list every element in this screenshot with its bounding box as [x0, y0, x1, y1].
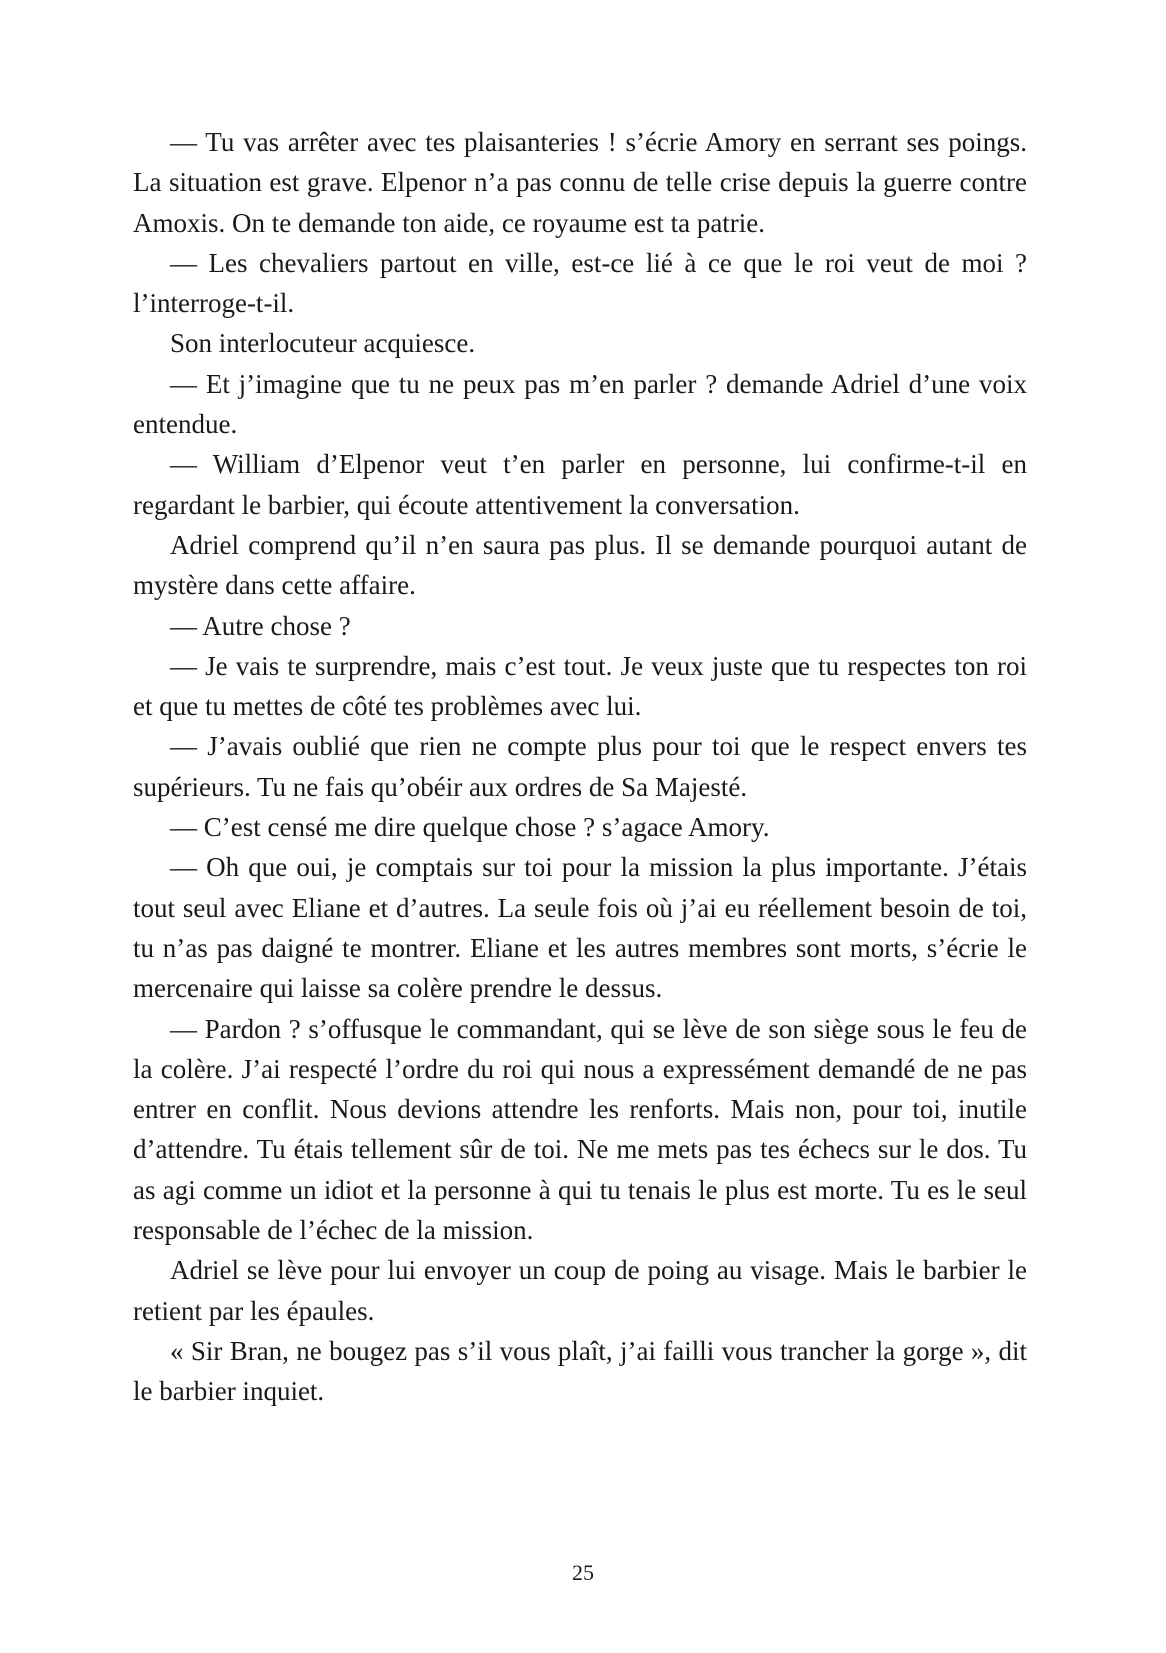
paragraph: — C’est censé me dire quelque chose ? s’agace Amory.	[170, 812, 770, 843]
paragraph: — Pardon ? s’offusque le commandant, qui se lève de son siège sous le feu de la colère. J’ai respecté l’ordre du roi qui nous a expressément demandé de ne pas entrer en conflit. Nous devions attendre les renforts. Mais non, pour toi, inutile d’attendre. Tu étais tellement sûr de toi. Ne me mets pas tes échecs sur le dos. Tu as agi comme un idiot et la personne à qui tu tenais le plus est morte. Tu es le seul responsable de l’échec de la mission.	[133, 1013, 1027, 1246]
paragraph: — Et j’imagine que tu ne peux pas m’en parler ? demande Adriel d’une voix entendue.	[133, 368, 1027, 440]
paragraph: — Oh que oui, je comptais sur toi pour la mission la plus importante. J’étais tout seul avec Eliane et d’autres. La seule fois où j’ai eu réellement besoin de toi, tu n’as pas daigné te montrer. Eliane et les autres membres sont morts, s’écrie le mercenaire qui laisse sa colère prendre le dessus.	[133, 852, 1027, 1004]
paragraph: Adriel se lève pour lui envoyer un coup de poing au visage. Mais le barbier le retient par les épaules.	[133, 1255, 1027, 1326]
paragraph: — Autre chose ?	[170, 610, 351, 641]
paragraph: — J’avais oublié que rien ne compte plus pour toi que le respect envers tes supérieurs. Tu ne fais qu’obéir aux ordres de Sa Majesté.	[133, 731, 1027, 802]
paragraph: — William d’Elpenor veut t’en parler en personne, lui confirme-t-il en regardant le barbier, qui écoute attentivement la conversation.	[133, 449, 1027, 520]
page-number: 25	[572, 1560, 594, 1585]
paragraph: Son interlocuteur acquiesce.	[170, 328, 476, 359]
body-text	[133, 122, 1027, 1412]
paragraph: — Je vais te surprendre, mais c’est tout. Je veux juste que tu respectes ton roi et que tu mettes de côté tes problèmes avec lui.	[133, 650, 1027, 722]
paragraph: « Sir Bran, ne bougez pas s’il vous plaît, j’ai failli vous trancher la gorge », dit le barbier inquiet.	[133, 1335, 1027, 1407]
paragraph: Adriel comprend qu’il n’en saura pas plus. Il se demande pourquoi autant de mystère dans cette affaire.	[133, 529, 1027, 601]
paragraph: — Les chevaliers partout en ville, est-ce lié à ce que le roi veut de moi ? l’interroge-t-il.	[133, 247, 1027, 319]
paragraph: — Tu vas arrêter avec tes plaisanteries ! s’écrie Amory en serrant ses poings. La situation est grave. Elpenor n’a pas connu de telle crise depuis la guerre contre Amoxis. On te demande ton aide, ce royaume est ta patrie.	[133, 127, 1027, 238]
